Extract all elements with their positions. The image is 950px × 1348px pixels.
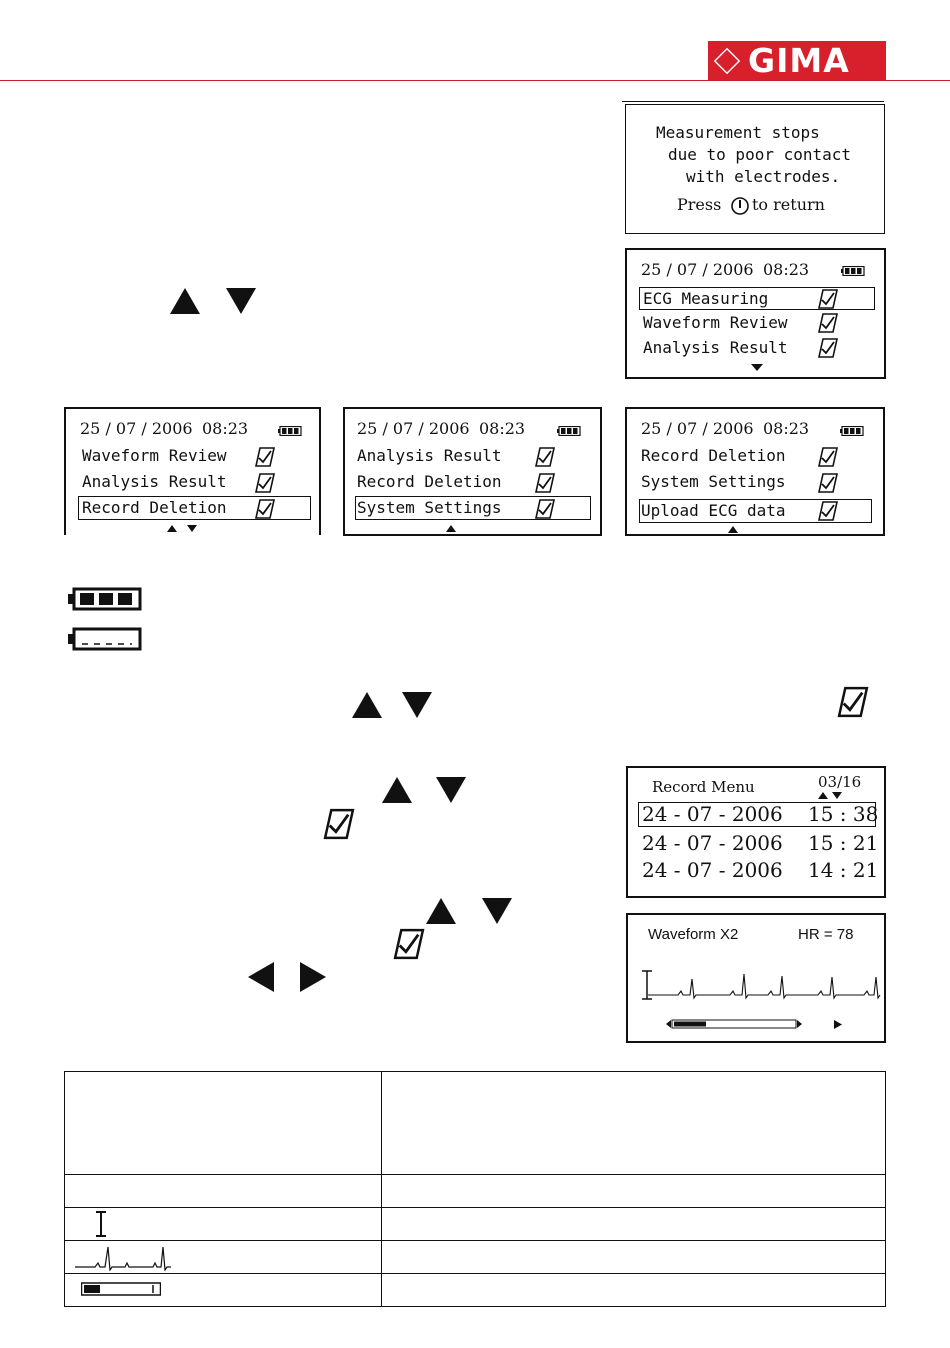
b-item-3[interactable]: System Settings — [357, 498, 502, 517]
down-arrow-icon — [482, 898, 512, 924]
error-line-3: with electrodes. — [686, 167, 841, 186]
b-time: 08:23 — [479, 419, 526, 438]
record-title: Record Menu — [652, 778, 755, 796]
check-icon — [817, 473, 839, 493]
table-cell — [382, 1072, 886, 1175]
record-row-3-date[interactable]: 24 - 07 - 2006 — [642, 858, 783, 882]
down-arrow-icon — [832, 792, 842, 799]
table-cell — [382, 1241, 886, 1274]
c-item-3[interactable]: Upload ECG data — [641, 501, 786, 520]
battery-full-icon — [278, 426, 302, 436]
ecg-waveform — [640, 969, 882, 1003]
waveform-hr: HR = 78 — [798, 926, 854, 943]
waveform-title: Waveform X2 — [648, 926, 739, 943]
check-icon — [322, 808, 356, 840]
screen-record-menu — [626, 766, 886, 898]
table-row — [65, 1208, 886, 1241]
battery-full-icon — [68, 587, 142, 611]
check-icon — [254, 499, 276, 519]
table-row — [65, 1241, 886, 1274]
up-arrow-icon — [446, 525, 456, 532]
a-time: 08:23 — [202, 419, 249, 438]
c-time: 08:23 — [763, 419, 810, 438]
c-date: 25 / 07 / 2006 — [641, 419, 754, 438]
power-icon — [730, 196, 750, 216]
record-row-2-date[interactable]: 24 - 07 - 2006 — [642, 831, 783, 855]
down-arrow-icon — [187, 525, 197, 532]
error-line-2: due to poor contact — [668, 145, 852, 164]
down-arrow-icon — [402, 692, 432, 718]
check-icon — [817, 501, 839, 521]
battery-full-icon — [557, 426, 581, 436]
error-line-1: Measurement stops — [656, 123, 820, 142]
a-item-1[interactable]: Waveform Review — [82, 446, 227, 465]
header-rule — [0, 80, 950, 81]
down-arrow-icon — [436, 777, 466, 803]
screen-error — [625, 104, 885, 234]
check-icon — [817, 338, 839, 358]
check-icon — [534, 447, 556, 467]
b-item-1[interactable]: Analysis Result — [357, 446, 502, 465]
table-cell — [382, 1175, 886, 1208]
a-item-2[interactable]: Analysis Result — [82, 472, 227, 491]
main-item-2[interactable]: Waveform Review — [643, 313, 788, 332]
table-cell — [65, 1072, 382, 1175]
c-item-1[interactable]: Record Deletion — [641, 446, 786, 465]
table-cell — [65, 1241, 382, 1274]
table-cell — [65, 1175, 382, 1208]
waveform-scrollbar[interactable] — [666, 1019, 802, 1029]
check-icon — [254, 473, 276, 493]
a-item-3[interactable]: Record Deletion — [82, 498, 227, 517]
main-item-3[interactable]: Analysis Result — [643, 338, 788, 357]
main-time: 08:23 — [763, 260, 810, 279]
c-item-2[interactable]: System Settings — [641, 472, 786, 491]
calibration-marker-icon — [95, 1211, 107, 1237]
ecg-wave-icon — [73, 1243, 173, 1271]
up-arrow-icon — [167, 525, 177, 532]
record-row-2-time[interactable]: 15 : 21 — [808, 831, 879, 855]
screen-waveform — [626, 913, 886, 1043]
table-cell — [382, 1274, 886, 1307]
legend-table — [64, 1071, 886, 1307]
up-arrow-icon — [426, 898, 456, 924]
main-item-1[interactable]: ECG Measuring — [643, 289, 769, 308]
table-row — [65, 1175, 886, 1208]
check-icon — [254, 447, 276, 467]
b-item-2[interactable]: Record Deletion — [357, 472, 502, 491]
record-row-1-date[interactable]: 24 - 07 - 2006 — [642, 802, 783, 826]
right-arrow-icon — [300, 962, 326, 992]
up-arrow-icon — [352, 692, 382, 718]
down-arrow-icon — [751, 364, 763, 372]
check-icon — [817, 313, 839, 333]
up-arrow-icon — [382, 777, 412, 803]
screen-menu-a — [64, 407, 321, 535]
error-screen-top-rule — [622, 101, 884, 102]
battery-empty-icon — [68, 627, 142, 651]
check-icon — [817, 289, 839, 309]
battery-full-icon — [840, 426, 864, 436]
screen-main-menu — [625, 248, 886, 379]
up-arrow-icon — [818, 792, 828, 799]
right-arrow-icon — [834, 1020, 842, 1029]
logo-text: GIMA — [748, 41, 850, 80]
up-arrow-icon — [170, 288, 200, 314]
table-cell — [65, 1208, 382, 1241]
scrollbar-icon — [81, 1282, 161, 1296]
record-row-3-time[interactable]: 14 : 21 — [808, 858, 879, 882]
main-date: 25 / 07 / 2006 — [641, 260, 754, 279]
table-cell — [65, 1274, 382, 1307]
error-line-return: to return — [752, 195, 825, 214]
check-icon — [534, 473, 556, 493]
check-icon — [534, 499, 556, 519]
check-icon — [836, 686, 870, 718]
error-line-press: Press — [677, 195, 722, 214]
down-arrow-icon — [226, 288, 256, 314]
check-icon — [817, 447, 839, 467]
left-arrow-icon — [248, 962, 274, 992]
record-row-1-time[interactable]: 15 : 38 — [808, 802, 879, 826]
logo-mark-icon — [714, 48, 740, 74]
table-row — [65, 1274, 886, 1307]
screen-menu-c — [625, 407, 885, 536]
b-date: 25 / 07 / 2006 — [357, 419, 470, 438]
check-icon — [392, 928, 426, 960]
gima-logo — [708, 41, 886, 81]
record-page: 03/16 — [818, 773, 862, 791]
a-date: 25 / 07 / 2006 — [80, 419, 193, 438]
battery-full-icon — [841, 266, 865, 276]
up-arrow-icon — [728, 526, 738, 533]
screen-menu-b — [343, 407, 602, 536]
table-row — [65, 1072, 886, 1175]
table-cell — [382, 1208, 886, 1241]
